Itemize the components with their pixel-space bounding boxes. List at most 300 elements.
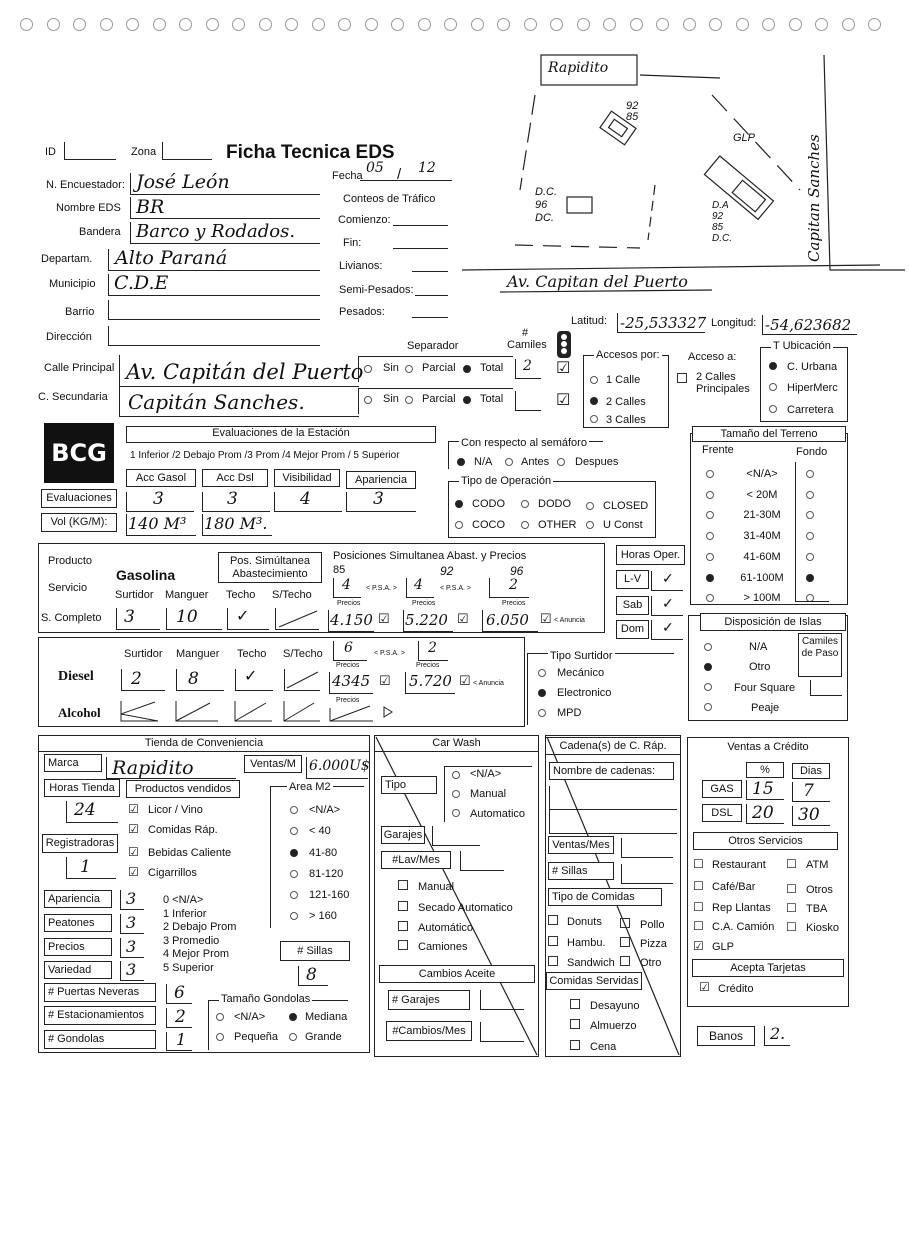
spiral-hole <box>100 18 113 31</box>
pesados-label: Pesados: <box>339 306 385 318</box>
cadenas-title: Cadena(s) de C. Ráp. <box>545 737 681 755</box>
spiral-hole <box>656 18 669 31</box>
acceso-2-label: 2 Calles <box>606 396 646 408</box>
cadenas-tipo-label: Hambu. <box>567 937 606 949</box>
diesel-psa: < P.S.A. > <box>374 650 406 657</box>
horas-sab-label: Sab <box>616 596 649 615</box>
tarjetas-credito-checkbox[interactable]: ☑ <box>699 980 710 994</box>
col-apariencia: Apariencia <box>346 471 416 489</box>
cadenas-sillas-label: # Sillas <box>548 862 614 880</box>
diesel-col-stecho: S/Techo <box>283 648 323 660</box>
precios-label-1: Precios <box>337 600 361 607</box>
spiral-hole <box>736 18 749 31</box>
tipo-surtidor-label: Tipo Surtidor <box>550 650 613 662</box>
terreno-option-label: 61-100M <box>740 572 784 584</box>
neveras-value: 6 <box>174 983 185 1003</box>
evaluaciones-scale: 1 Inferior /2 Debajo Prom /3 Prom /4 Mejor Prom / 5 Superior <box>130 450 400 461</box>
alcohol-precio-label: Precios <box>336 697 360 704</box>
anuncia-check-2[interactable]: ☑ <box>457 611 469 626</box>
carwash-tipo-na-label: <N/A> <box>470 768 502 780</box>
evaluaciones-row-label: Evaluaciones <box>41 489 117 508</box>
otros-label: GLP <box>712 941 735 953</box>
cadenas-tipo-checkbox[interactable] <box>548 936 558 946</box>
sep-parcial-label: Parcial <box>422 362 456 374</box>
spiral-hole <box>20 18 33 31</box>
carwash-lav-field[interactable] <box>460 851 504 871</box>
anuncia-check-3[interactable]: ☑ <box>540 611 552 626</box>
cadenas-ventas-label: Ventas/Mes <box>548 836 614 854</box>
sketch-dc-left: D.C. 96 DC. <box>535 186 557 224</box>
producto-checkbox[interactable]: ☑ <box>128 865 139 879</box>
longitud-label: Longitud: <box>711 317 757 329</box>
otros-label: Kiosko <box>806 922 840 934</box>
credito-gas-label: GAS <box>702 780 742 798</box>
municipio-label: Municipio <box>49 278 96 290</box>
spiral-hole <box>418 18 431 31</box>
cadenas-tipo-label: Donuts <box>567 916 602 928</box>
calle-secundaria-label: C. Secundaria <box>38 391 108 403</box>
islas-na-label: N/A <box>749 641 768 653</box>
credito-gas-pct: 15 <box>752 779 774 799</box>
apariencia-label: Apariencia <box>44 890 112 908</box>
sep-total-label-2: Total <box>480 393 504 405</box>
credito-dias-label: Dias <box>792 763 830 779</box>
otros-checkbox[interactable]: ☐ <box>693 919 704 933</box>
col-surtidor: Surtidor <box>115 589 154 601</box>
spiral-hole <box>153 18 166 31</box>
cadenas-servida-checkbox[interactable] <box>570 1040 580 1050</box>
departam-label: Departam. <box>41 253 93 265</box>
spiral-hole <box>47 18 60 31</box>
fondo-label: Fondo <box>796 446 828 458</box>
otros-label: ATM <box>806 859 829 871</box>
frente-option[interactable] <box>706 511 714 519</box>
sketch-station-name: Rapidito <box>548 60 609 76</box>
frente-option[interactable] <box>706 594 714 602</box>
area-label: Area M2 <box>289 781 331 793</box>
acceso-a-option: 2 Calles Principales <box>696 371 750 395</box>
cadenas-servida-label: Desayuno <box>590 1000 640 1012</box>
spiral-hole <box>762 18 775 31</box>
marca-label: Marca <box>44 754 102 772</box>
fin-label: Fin: <box>343 237 362 249</box>
sketch-glp: GLP <box>733 132 756 144</box>
terreno-option-label: 31-40M <box>743 530 781 542</box>
terreno-option-label: 21-30M <box>743 509 781 521</box>
producto-checkbox[interactable]: ☑ <box>128 845 139 859</box>
frente-option[interactable] <box>706 532 714 540</box>
diesel-col-surtidor: Surtidor <box>124 648 163 660</box>
diesel-precio-1-value: 4345 <box>332 672 371 690</box>
spiral-hole <box>524 18 537 31</box>
calle-secundaria-value: Capitán Sanches. <box>128 390 305 414</box>
otros-label: Rep Llantas <box>712 902 771 914</box>
tienda-title: Tienda de Conveniencia <box>38 735 370 752</box>
spiral-hole <box>709 18 722 31</box>
otros-label: Otros <box>806 884 833 896</box>
surtidor-mecanico[interactable] <box>538 669 546 677</box>
cadenas-tipo-checkbox[interactable] <box>620 956 630 966</box>
precios-label-2: Precios <box>412 600 436 607</box>
terreno-option-label: 41-60M <box>743 551 781 563</box>
spiral-hole <box>206 18 219 31</box>
eval-acc-gasol-value: 3 <box>153 489 164 509</box>
cadenas-tipo-checkbox[interactable] <box>548 956 558 966</box>
encuestador-value: José León <box>136 171 230 193</box>
tienda-scale-item: 0 <N/A> <box>163 894 204 906</box>
cadenas-tipo-label: Pollo <box>640 919 665 931</box>
surtidor-mecanico-label: Mecánico <box>557 667 605 679</box>
cadenas-tipo-label: Sandwich <box>567 957 615 969</box>
spiral-hole <box>789 18 802 31</box>
gondola-na-label: <N/A> <box>234 1011 266 1023</box>
gondola-pequena[interactable] <box>216 1033 224 1041</box>
area-option[interactable] <box>290 870 298 878</box>
nombre-eds-value: BR <box>136 196 165 218</box>
variedad-value: 3 <box>126 960 137 979</box>
otros-checkbox[interactable]: ☐ <box>693 900 704 914</box>
cadenas-servida-checkbox[interactable] <box>570 999 580 1009</box>
islas-peaje[interactable] <box>704 703 712 711</box>
carwash-check-label: Camiones <box>418 941 468 953</box>
cadenas-ventas-field[interactable] <box>621 838 673 858</box>
otros-servicios-title: Otros Servicios <box>693 832 838 850</box>
carwash-garajes-field[interactable] <box>432 826 480 846</box>
spiral-hole <box>577 18 590 31</box>
carwash-tipo-auto-label: Automatico <box>470 808 526 820</box>
ventas-m-value: 6.000U$ <box>309 758 370 774</box>
horas-dom-label: Dom <box>616 620 649 639</box>
precios-value: 3 <box>126 937 137 956</box>
carwash-checkbox[interactable] <box>398 880 408 890</box>
tarjetas-credito-label: Crédito <box>718 983 754 995</box>
carwash-check-label: Secado Automatico <box>418 902 513 914</box>
gondola-grande-label: Grande <box>305 1031 342 1043</box>
carwash-title: Car Wash <box>374 735 539 752</box>
gasolina-label: Gasolina <box>116 567 176 583</box>
alcohol-label: Alcohol <box>58 705 101 720</box>
cadenas-sillas-field[interactable] <box>621 864 673 884</box>
area-option-label: > 160 <box>309 910 337 922</box>
cadenas-tipo-checkbox[interactable] <box>620 918 630 928</box>
area-option-label: <N/A> <box>309 804 341 816</box>
cadenas-servida-checkbox[interactable] <box>570 1019 580 1029</box>
gondola-mediana-label: Mediana <box>305 1011 348 1023</box>
cadenas-tipo-checkbox[interactable] <box>548 915 558 925</box>
operacion-label: Tipo de Operación <box>461 475 552 487</box>
banos-value: 2. <box>770 1024 786 1043</box>
semaforo-check-principal[interactable]: ☑ <box>556 360 571 377</box>
tienda-scale-item: 3 Promedio <box>163 934 220 947</box>
gondolas-label: # Gondolas <box>44 1030 156 1049</box>
peatones-value: 3 <box>126 913 137 932</box>
area-option-label: < 40 <box>309 825 331 837</box>
islas-four-square-label: Four Square <box>734 682 796 694</box>
tarjetas-title: Acepta Tarjetas <box>692 959 844 977</box>
direccion-label: Dirección <box>46 331 92 343</box>
otros-checkbox[interactable]: ☐ <box>693 857 704 871</box>
operacion-codo-label: CODO <box>472 498 505 510</box>
sketch-da-right: D.A 92 85 D.C. <box>712 200 732 244</box>
departam-value: Alto Paraná <box>115 247 228 269</box>
operacion-coco-label: COCO <box>472 519 505 531</box>
fecha-label: Fecha <box>332 170 363 182</box>
camiles-principal-value: 2 <box>523 358 532 374</box>
tienda-scale-item: 1 Inferior <box>163 907 207 920</box>
apariencia-value: 3 <box>126 889 137 908</box>
otros-label: Café/Bar <box>712 881 756 893</box>
otros-label: C.A. Camión <box>712 921 775 933</box>
semaforo-label: Con respecto al semáforo <box>461 437 587 449</box>
ubicacion-urbana-label: C. Urbana <box>787 361 838 373</box>
area-option[interactable] <box>290 912 298 920</box>
sketch-street-vertical: Capitan Sanches <box>805 134 823 262</box>
spiral-hole <box>312 18 325 31</box>
carwash-tipo-label: Tipo <box>381 776 437 794</box>
spiral-hole <box>285 18 298 31</box>
tienda-scale-item: 2 Debajo Prom <box>163 921 237 933</box>
estacionamientos-value: 2 <box>175 1007 186 1027</box>
cadenas-tipo-label: Otro <box>640 957 662 969</box>
cambios-mes-label: #Cambios/Mes <box>386 1021 472 1041</box>
area-option-label: 41-80 <box>309 847 338 859</box>
diesel-label: Diesel <box>58 669 94 684</box>
carwash-tipo-manual[interactable] <box>452 790 460 798</box>
cadenas-nombre-field-2[interactable] <box>549 810 677 834</box>
islas-na[interactable] <box>704 643 712 651</box>
operacion-uconst-label: U Const <box>603 519 643 531</box>
semaforo-antes-label: Antes <box>521 456 550 468</box>
spiral-hole <box>391 18 404 31</box>
area-option[interactable] <box>290 806 298 814</box>
eval-visibilidad-value: 4 <box>300 489 311 509</box>
ubicacion-carretera-label: Carretera <box>787 404 834 416</box>
anuncia-label-2: < Anuncia <box>473 680 504 687</box>
carwash-checkbox[interactable] <box>398 921 408 931</box>
producto-label: Cigarrillos <box>148 867 197 879</box>
camiles-paso-field[interactable] <box>810 680 842 696</box>
semaforo-check-secundaria[interactable]: ☑ <box>556 392 571 409</box>
productos-label: Productos vendidos <box>126 780 240 798</box>
area-option[interactable] <box>290 827 298 835</box>
cambios-mes-field[interactable] <box>480 1022 524 1042</box>
cadenas-servida-label: Cena <box>590 1041 617 1053</box>
credito-title: Ventas a Crédito <box>689 739 847 757</box>
islas-otro-label: Otro <box>749 661 771 673</box>
spiral-hole <box>259 18 272 31</box>
horas-dom-check: ✓ <box>662 619 674 635</box>
diesel-precio-2-value: 5.720 <box>409 672 452 690</box>
diesel-surtidor-value: 2 <box>131 669 142 689</box>
spiral-hole <box>550 18 563 31</box>
horas-lv-check: ✓ <box>662 570 674 586</box>
eval-acc-dsl-value: 3 <box>227 489 238 509</box>
col-techo: Techo <box>226 589 256 601</box>
diesel-pos-1-value: 6 <box>344 640 353 656</box>
otros-checkbox[interactable]: ☐ <box>693 879 704 893</box>
surtidor-mpd[interactable] <box>538 709 546 717</box>
carwash-check-label: Automático <box>418 922 474 934</box>
tienda-scale <box>163 894 236 975</box>
otros-label: TBA <box>806 903 828 915</box>
carwash-check-label: Manual <box>418 881 455 893</box>
registradoras-field[interactable] <box>66 857 116 879</box>
surtidor-electronico-label: Electronico <box>557 687 612 699</box>
diesel-anuncia-check-1[interactable]: ☑ <box>379 673 391 688</box>
otros-checkbox[interactable]: ☐ <box>786 901 797 915</box>
variedad-label: Variedad <box>44 961 112 979</box>
cambios-title: Cambios Aceite <box>379 965 535 983</box>
otros-checkbox[interactable]: ☑ <box>693 939 704 953</box>
vol-gasol-value: 140 M³ <box>128 514 187 533</box>
area-option[interactable] <box>290 849 298 857</box>
islas-peaje-label: Peaje <box>751 702 780 714</box>
col-visibilidad: Visibilidad <box>274 469 340 487</box>
ventas-m-label: Ventas/M <box>244 755 302 773</box>
frente-option[interactable] <box>706 491 714 499</box>
marca-value: Rapidito <box>112 757 194 779</box>
otros-checkbox[interactable]: ☐ <box>786 882 797 896</box>
fecha-day[interactable]: 05 <box>366 160 384 176</box>
latitud-value: -25,533327 <box>620 314 707 332</box>
municipio-value: C.D.E <box>114 272 169 294</box>
carwash-lav-label: #Lav/Mes <box>381 851 451 869</box>
gondola-pequena-label: Pequeña <box>234 1031 279 1043</box>
bcg-logo: BCG <box>44 423 114 483</box>
sep-parcial-label-2: Parcial <box>422 393 456 405</box>
producto-checkbox[interactable]: ☑ <box>128 822 139 836</box>
gondolas-value: 1 <box>176 1030 187 1049</box>
psa-2: < P.S.A. > <box>440 585 472 592</box>
servicio-label: Servicio <box>48 582 88 594</box>
cadenas-tipo-checkbox[interactable] <box>620 937 630 947</box>
gondola-mediana[interactable] <box>289 1013 297 1021</box>
bandera-value: Barco y Rodados. <box>136 221 296 242</box>
spiral-hole <box>126 18 139 31</box>
diesel-anuncia-check-2[interactable]: ☑ <box>459 673 471 688</box>
cadenas-nombre-label: Nombre de cadenas: <box>549 762 674 780</box>
anuncia-check-1[interactable]: ☑ <box>378 611 390 626</box>
separador-label: Separador <box>407 340 459 352</box>
horas-sab-check: ✓ <box>662 595 674 611</box>
islas-four-square[interactable] <box>704 683 712 691</box>
vol-dsl-value: 180 M³. <box>204 514 268 533</box>
surtidor-electronico[interactable] <box>538 689 546 697</box>
credito-dsl-label: DSL <box>702 804 742 822</box>
carwash-checkbox[interactable] <box>398 901 408 911</box>
operacion-closed-label: CLOSED <box>603 500 649 512</box>
otros-checkbox[interactable]: ☐ <box>786 857 797 871</box>
fecha-slash: / <box>397 166 402 183</box>
fondo-column-border <box>795 462 829 602</box>
terreno-option-label: < 20M <box>746 489 778 501</box>
conteos-label: Conteos de Tráfico <box>343 193 436 205</box>
producto-label: Comidas Ráp. <box>148 824 218 836</box>
credito-gas-dias: 7 <box>803 781 814 801</box>
frente-option[interactable] <box>706 470 714 478</box>
neveras-label: # Puertas Neveras <box>44 983 156 1002</box>
camiles-label: # Camiles <box>507 327 547 351</box>
diesel-col-techo: Techo <box>237 648 267 660</box>
carwash-tipo-manual-label: Manual <box>470 788 507 800</box>
terreno-title: Tamaño del Terreno <box>692 426 846 442</box>
col-manguer: Manguer <box>165 589 209 601</box>
credito-dsl-dias: 30 <box>798 805 820 825</box>
manguer-value: 10 <box>176 607 198 627</box>
islas-title: Disposición de Islas <box>700 613 846 631</box>
gondola-na[interactable] <box>216 1013 224 1021</box>
precio-85-value: 4.150 <box>330 611 373 629</box>
precio-96-value: 6.050 <box>486 611 529 629</box>
banos-label: Banos <box>697 1026 755 1046</box>
cadenas-nombre-field-1[interactable] <box>549 786 677 810</box>
otros-checkbox[interactable]: ☐ <box>786 920 797 934</box>
peatones-label: Peatones <box>44 914 112 932</box>
id-label: ID <box>45 146 56 158</box>
sketch-pump-1: 92 85 <box>626 100 639 123</box>
islas-otro[interactable] <box>704 663 712 671</box>
spiral-hole <box>683 18 696 31</box>
anuncia-label-1: < Anuncia <box>554 617 585 624</box>
area-option[interactable] <box>290 891 298 899</box>
calle-principal-value: Av. Capitán del Puerto <box>126 360 364 384</box>
producto-checkbox[interactable]: ☑ <box>128 802 139 816</box>
otros-label: Restaurant <box>712 859 766 871</box>
pos-96-value: 2 <box>509 577 518 593</box>
semi-label: Semi-Pesados: <box>339 284 414 296</box>
comienzo-label: Comienzo: <box>338 214 391 226</box>
diesel-col-manguer: Manguer <box>176 648 220 660</box>
spiral-hole <box>232 18 245 31</box>
spiral-hole <box>471 18 484 31</box>
s-completo-label: S. Completo <box>41 610 111 628</box>
nombre-eds-label: Nombre EDS <box>56 202 121 214</box>
pos-simultanea-label: Pos. Simúltanea Abastecimiento <box>218 552 322 583</box>
registradoras-value: 1 <box>80 857 91 877</box>
vol-label: Vol (KG/M): <box>41 513 117 532</box>
carwash-tipo-auto[interactable] <box>452 809 460 817</box>
frente-option[interactable] <box>706 553 714 561</box>
techo-check[interactable]: ✓ <box>236 608 250 625</box>
producto-label: Producto <box>48 555 93 567</box>
spiral-hole <box>603 18 616 31</box>
acceso-1-label: 1 Calle <box>606 374 641 386</box>
carwash-tipo-na[interactable] <box>452 771 460 779</box>
grade-96: 96 <box>510 564 524 578</box>
pos-92-value: 4 <box>414 577 423 593</box>
fecha-month[interactable]: 12 <box>418 160 436 176</box>
cadenas-servidas-label: Comidas Servidas <box>546 972 642 990</box>
estacionamientos-label: # Estacionamientos <box>44 1006 156 1025</box>
gondola-grande[interactable] <box>289 1033 297 1041</box>
area-option-label: 81-120 <box>309 868 344 880</box>
tienda-scale-item: 4 Mejor Prom <box>163 948 230 960</box>
col-acc-dsl: Acc Dsl <box>202 469 268 487</box>
accesos-label: Accesos por: <box>596 349 660 361</box>
cambios-garajes-label: # Garajes <box>388 990 470 1010</box>
precios-label-3: Precios <box>502 600 526 607</box>
carwash-checkbox[interactable] <box>398 940 408 950</box>
page-title: Ficha Tecnica EDS <box>226 142 395 163</box>
grade-92: 92 <box>440 564 454 578</box>
frente-option[interactable] <box>706 574 714 582</box>
semaforo-na-label: N/A <box>474 456 493 468</box>
tamano-gondolas-label: Tamaño Gondolas <box>221 993 311 1005</box>
spiral-hole <box>73 18 86 31</box>
horas-tienda-label: Horas Tienda <box>44 779 120 797</box>
spiral-hole <box>444 18 457 31</box>
cambios-garajes-field[interactable] <box>480 990 524 1010</box>
